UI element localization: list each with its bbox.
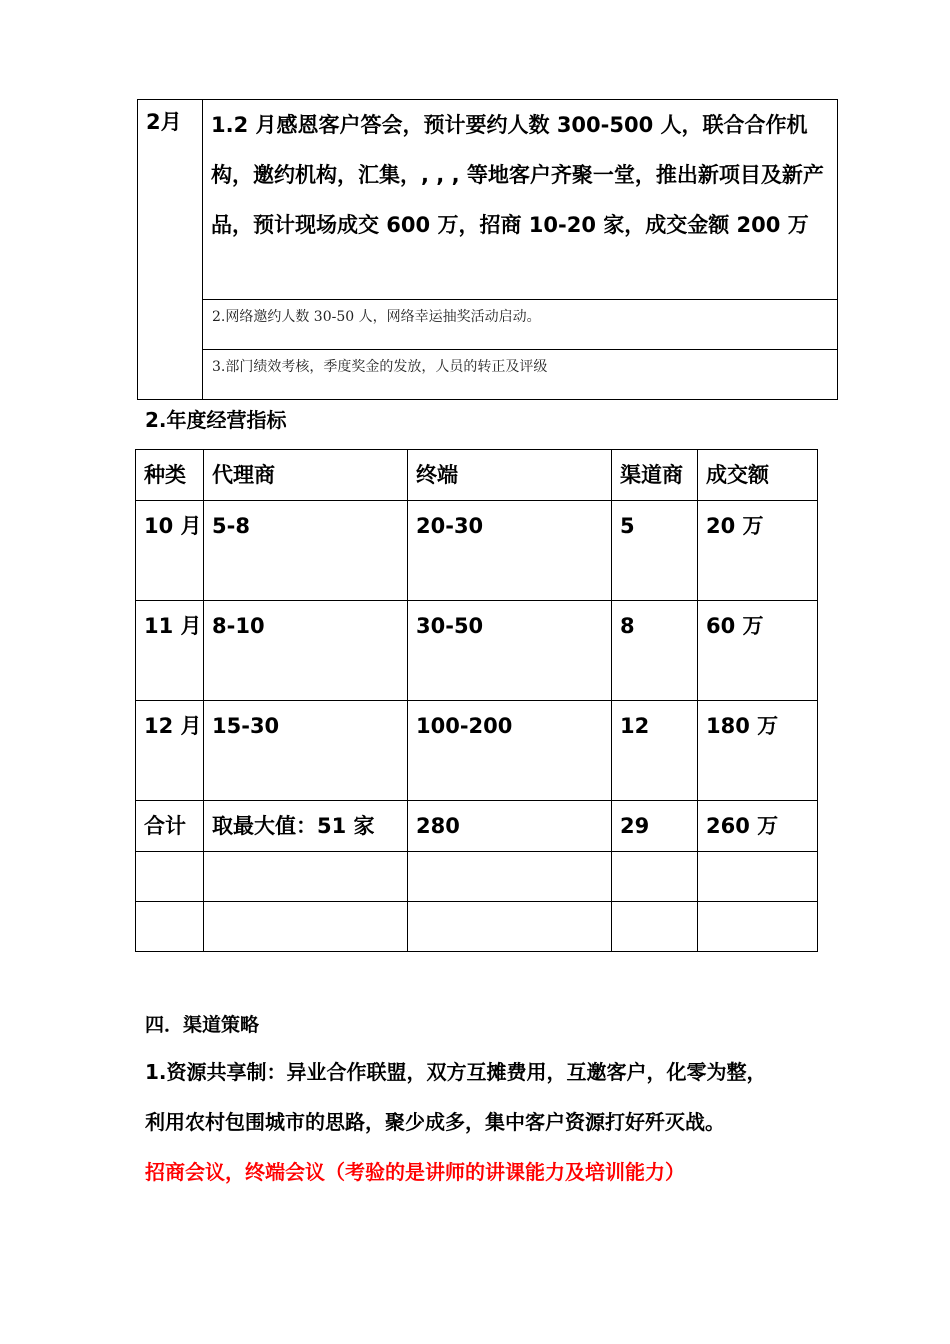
table-cell: 100-200 [408, 701, 612, 801]
header-cell: 渠道商 [612, 450, 698, 501]
plan-item-3: 3.部门绩效考核，季度奖金的发放，人员的转正及评级 [203, 350, 838, 400]
table-cell: 60 万 [698, 601, 818, 701]
kpi-table [135, 449, 818, 952]
plan-item-1: 1.2 月感恩客户答会，预计要约人数 300-500 人，联合合作机构，邀约机构，汇集，, , , 等地客户齐聚一堂，推出新项目及新产品，预计现场成交 600 万，招商 10-20 家，成交金额 200 万 [203, 100, 838, 300]
table-cell: 5 [612, 501, 698, 601]
table-cell: 取最大值：51 家 [204, 801, 408, 852]
table-cell: 10 月 [136, 501, 204, 601]
empty-cell [612, 852, 698, 902]
empty-row [136, 852, 818, 902]
table-cell: 30-50 [408, 601, 612, 701]
table-cell: 12 月 [136, 701, 204, 801]
table-cell: 20-30 [408, 501, 612, 601]
table-cell: 合计 [136, 801, 204, 852]
kpi-section-title: 2.年度经营指标 [145, 408, 287, 432]
table-row-total [136, 801, 818, 852]
table-cell: 8 [612, 601, 698, 701]
header-cell: 成交额 [698, 450, 818, 501]
resource-sharing-text: 1.资源共享制：异业合作联盟，双方互摊费用，互邀客户，化零为整， [145, 1060, 767, 1084]
table-cell: 20 万 [698, 501, 818, 601]
table-cell: 15-30 [204, 701, 408, 801]
header-cell: 终端 [408, 450, 612, 501]
table-cell: 5-8 [204, 501, 408, 601]
table-cell: 12 [612, 701, 698, 801]
empty-cell [204, 902, 408, 952]
resource-sharing-text-cont: 利用农村包围城市的思路，聚少成多，集中客户资源打好歼灭战。 [145, 1110, 725, 1134]
monthly-plan-table [137, 99, 838, 400]
empty-cell [136, 852, 204, 902]
header-cell: 代理商 [204, 450, 408, 501]
table-row [136, 701, 818, 801]
table-cell: 11 月 [136, 601, 204, 701]
header-cell: 种类 [136, 450, 204, 501]
empty-cell [612, 902, 698, 952]
table-cell: 180 万 [698, 701, 818, 801]
empty-cell [204, 852, 408, 902]
table-cell: 260 万 [698, 801, 818, 852]
table-row [136, 601, 818, 701]
table-cell: 280 [408, 801, 612, 852]
empty-cell [698, 852, 818, 902]
empty-cell [408, 852, 612, 902]
plan-item-2: 2.网络邀约人数 30-50 人，网络幸运抽奖活动启动。 [203, 300, 838, 350]
table-row [136, 501, 818, 601]
channel-section-title: 四．渠道策略 [145, 1014, 260, 1036]
meeting-highlight-text: 招商会议，终端会议（考验的是讲师的讲课能力及培训能力） [145, 1160, 685, 1184]
table-cell: 29 [612, 801, 698, 852]
kpi-header-row [136, 450, 818, 501]
empty-cell [408, 902, 612, 952]
month-cell: 2月 [138, 100, 203, 400]
empty-row [136, 902, 818, 952]
table-cell: 8-10 [204, 601, 408, 701]
empty-cell [136, 902, 204, 952]
empty-cell [698, 902, 818, 952]
